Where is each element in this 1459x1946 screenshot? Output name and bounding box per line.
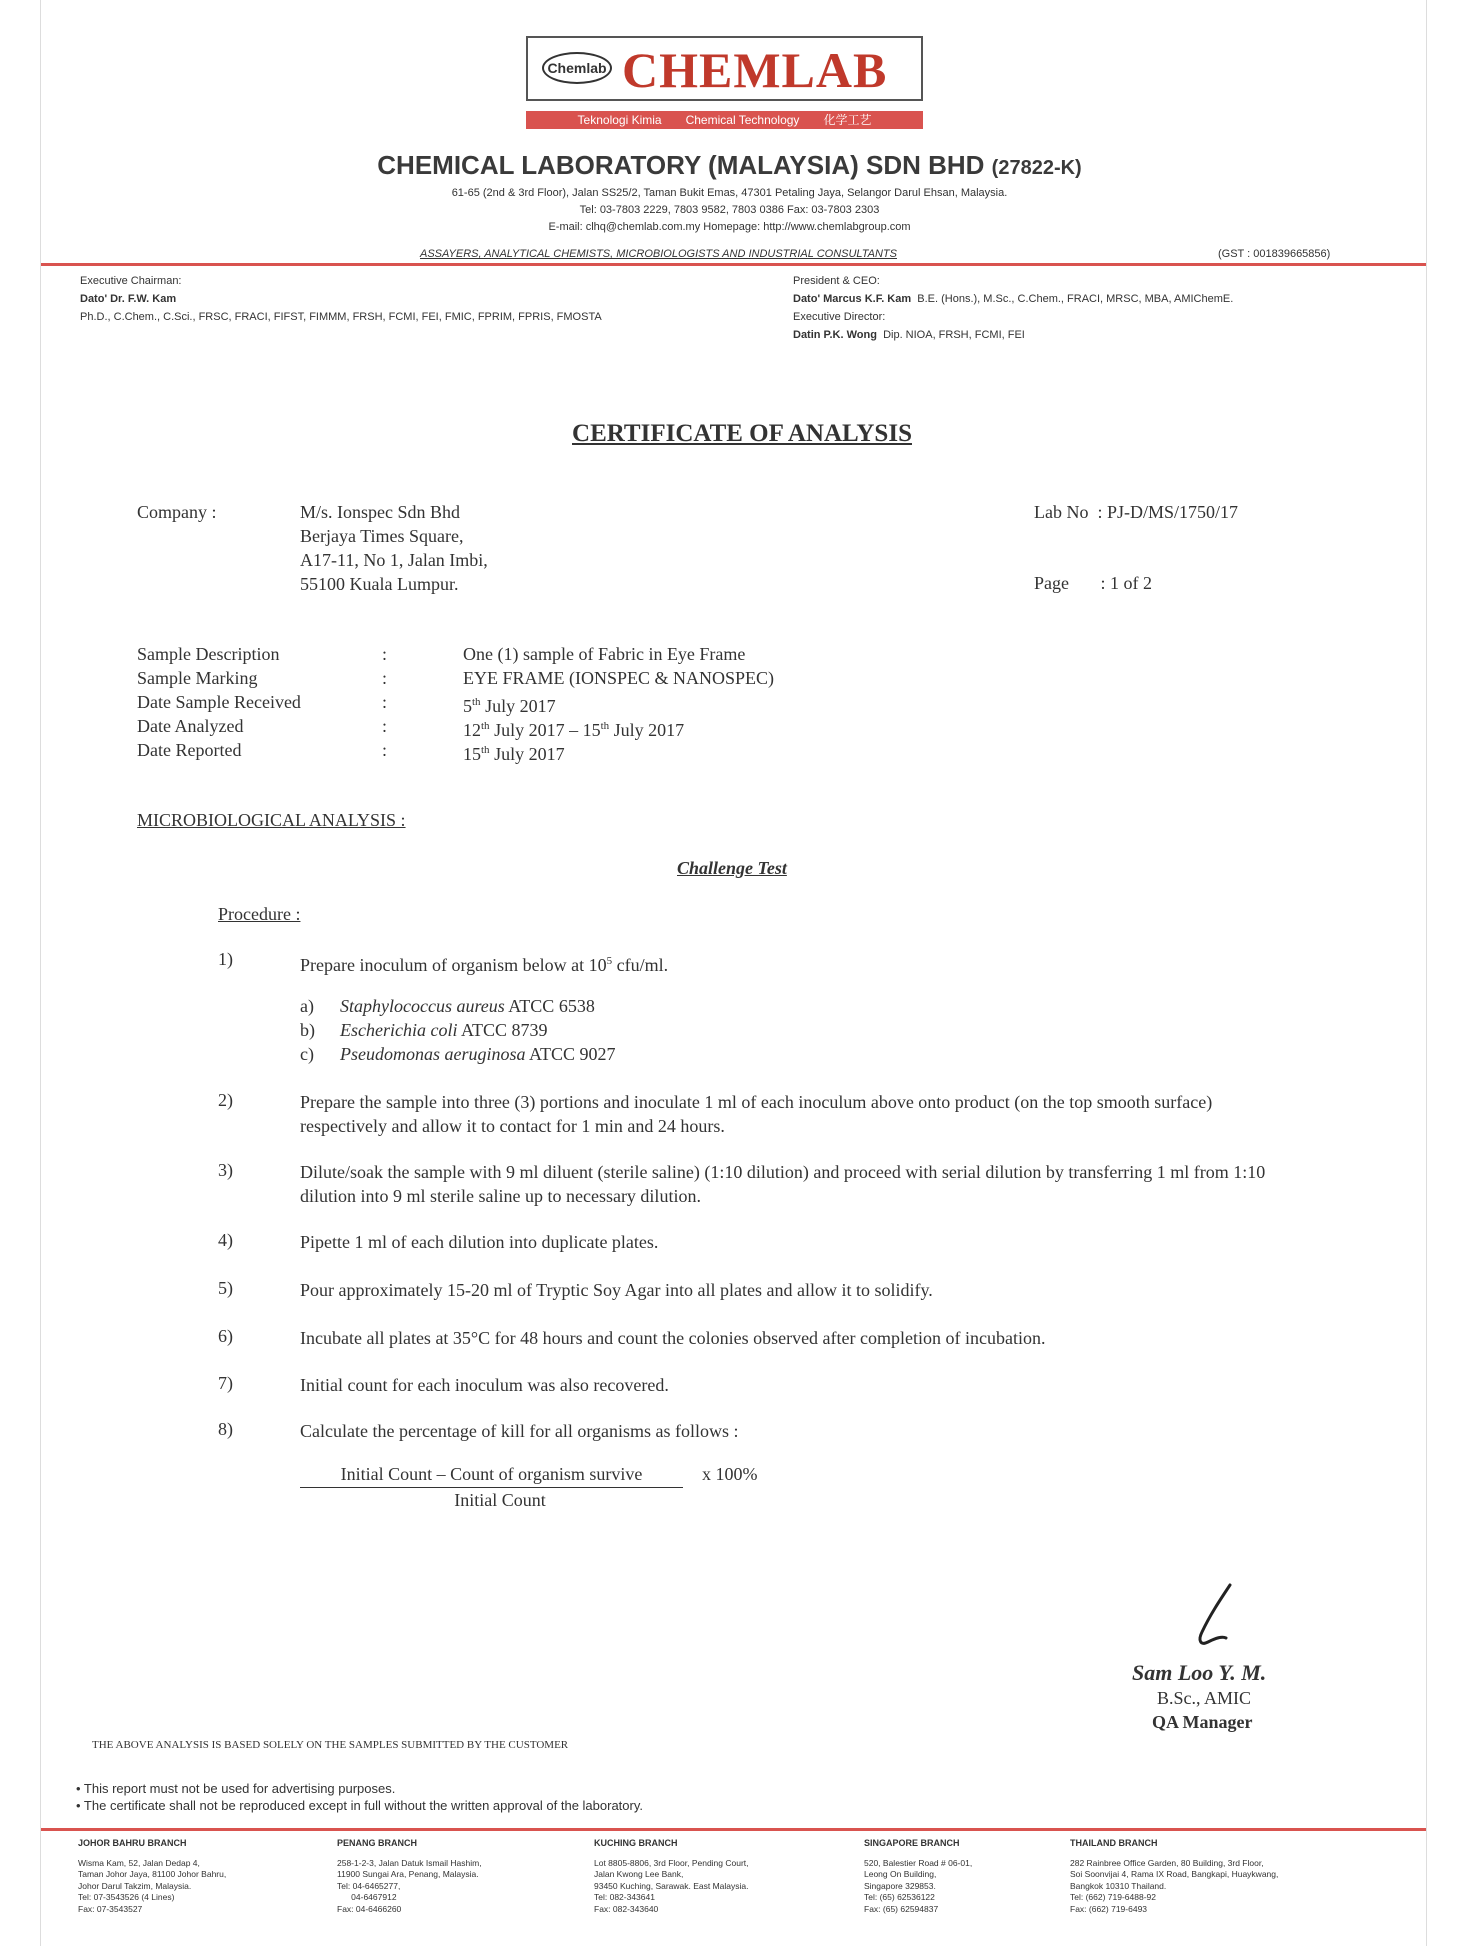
sample-info-labels: [137, 642, 301, 762]
sample-description-value: One (1) sample of Fabric in Eye Frame: [463, 644, 746, 664]
branch-line: 282 Rainbree Office Garden, 80 Building, 3rd Floor,: [1070, 1857, 1264, 1868]
step-number: 5): [218, 1278, 233, 1298]
branch-line: Taman Johor Jaya, 81100 Johor Bahru,: [78, 1869, 227, 1879]
company-address-line: M/s. Ionspec Sdn Bhd: [300, 502, 461, 522]
branch-line: Tel: 082-343641: [594, 1892, 655, 1902]
colon: :: [382, 692, 388, 712]
branch-name: SINGAPORE BRANCH: [864, 1838, 960, 1848]
procedure-heading: Procedure :: [218, 904, 301, 924]
formula-numerator: Initial Count – Count of organism survive: [300, 1464, 683, 1488]
sample-info-label: Date Analyzed: [137, 716, 244, 736]
branch-line: Bangkok 10310 Thailand.: [1070, 1880, 1167, 1891]
section-heading: MICROBIOLOGICAL ANALYSIS :: [137, 810, 406, 830]
lab-no-value: : PJ-D/MS/1750/17: [1097, 502, 1239, 522]
branch-name: PENANG BRANCH: [337, 1838, 418, 1848]
strip-item: Chemical Technology: [685, 113, 800, 127]
signatory-title: QA Manager: [1152, 1712, 1253, 1732]
step-number: 6): [218, 1326, 233, 1346]
officer-name: Dato' Dr. F.W. Kam: [80, 293, 177, 305]
email-line: E-mail: clhq@chemlab.com.my Homepage: http://www.chemlabgroup.com: [548, 221, 911, 233]
step-number: 4): [218, 1230, 233, 1250]
branch-name: THAILAND BRANCH: [1070, 1838, 1158, 1848]
branch-penang: [337, 1838, 557, 1915]
branch-line: Jalan Kwong Lee Bank,: [594, 1869, 684, 1879]
sample-info-label: Sample Marking: [137, 668, 258, 688]
officer-name: Dato' Marcus K.F. Kam: [793, 293, 912, 305]
company-name: [0, 150, 1459, 181]
date-analyzed-value: 12th July 2017 – 15th July 2017: [463, 720, 685, 740]
branch-line: 93450 Kuching, Sarawak. East Malaysia.: [594, 1880, 749, 1891]
strip-item: Teknologi Kimia: [577, 113, 662, 127]
logo-strip: [526, 111, 923, 129]
footer-notes: [76, 1780, 643, 1814]
branch-thailand: [1070, 1838, 1290, 1915]
officer-quals: B.E. (Hons.), M.Sc., C.Chem., FRACI, MRSC, MBA, AMIChemE.: [917, 293, 1234, 305]
header-divider: [41, 263, 1426, 266]
sample-info-label: Date Sample Received: [137, 692, 301, 712]
officer-role: Executive Director:: [793, 311, 886, 323]
officer-quals: Ph.D., C.Chem., C.Sci., FRSC, FRACI, FIFST, FIMMM, FRSH, FCMI, FEI, FMIC, FPRIM, FPRIS, FMOSTA: [80, 311, 602, 323]
officer-name: Datin P.K. Wong: [793, 329, 877, 341]
branch-singapore: [864, 1838, 1084, 1915]
step-number: 1): [218, 949, 233, 969]
step-text: Initial count for each inoculum was also recovered.: [300, 1375, 669, 1395]
signatory-name: Sam Loo Y. M.: [1132, 1660, 1267, 1685]
branch-line: Tel: (65) 62536122: [864, 1892, 935, 1902]
ceo-director-block: [793, 272, 1233, 344]
step-text: Pour approximately 15-20 ml of Tryptic Soy Agar into all plates and allow it to solidify.: [300, 1280, 933, 1300]
footer-note: • The certificate shall not be reproduced except in full without the written approval of the laboratory.: [76, 1798, 643, 1813]
colon: :: [382, 716, 388, 736]
branch-line: 04-6467912: [337, 1892, 397, 1902]
formula-denominator: Initial Count: [454, 1490, 546, 1510]
company-address-line: 55100 Kuala Lumpur.: [300, 574, 459, 594]
formula-multiplier: x 100%: [702, 1464, 758, 1484]
step-text: Prepare inoculum of organism below at $10^5$ cfu/ml.: [300, 955, 669, 975]
step-text: Calculate the percentage of kill for all organisms as follows :: [300, 1421, 739, 1441]
logo-badge: Chemlab: [542, 52, 612, 84]
company-address: [300, 500, 488, 596]
phone-line: Tel: 03-7803 2229, 7803 9582, 7803 0386 Fax: 03-7803 2303: [579, 204, 880, 216]
address-line: 61-65 (2nd & 3rd Floor), Jalan SS25/2, Taman Bukit Emas, 47301 Petaling Jaya, Selangor Darul Ehsan, Malaysia.: [451, 187, 1008, 199]
date-received-value: 5th July 2017: [463, 696, 556, 716]
page-no-value: : 1 of 2: [1100, 573, 1152, 593]
branch-line: Wisma Kam, 52, Jalan Dedap 4,: [78, 1857, 200, 1868]
sample-info-values: [463, 642, 774, 762]
step-text: Prepare the sample into three (3) portions and inoculate 1 ml of each inoculum above onto product (on the top smooth surface) respectively and allow it to contact for 1 min and 24 hours.: [300, 1092, 1213, 1136]
page-edge-right: [1426, 0, 1427, 1946]
step-number: 3): [218, 1160, 233, 1180]
officer-role: President & CEO:: [793, 275, 880, 287]
branch-line: Tel: 07-3543526 (4 Lines): [78, 1892, 175, 1902]
company-logo: [526, 36, 923, 101]
sub-heading: Challenge Test: [677, 858, 787, 878]
lab-number: [1034, 500, 1238, 524]
lab-no-label: Lab No: [1034, 502, 1089, 522]
branch-line: Tel: (662) 719-6488-92: [1070, 1892, 1157, 1902]
colon: :: [382, 668, 388, 688]
logo-wordmark: CHEMLAB: [622, 42, 888, 98]
page-no-label: Page: [1034, 573, 1069, 593]
document-title: CERTIFICATE OF ANALYSIS: [572, 420, 912, 447]
colon: :: [382, 740, 388, 760]
tagline: ASSAYERS, ANALYTICAL CHEMISTS, MICROBIOLOGISTS AND INDUSTRIAL CONSULTANTS: [420, 248, 897, 260]
company-label: Company :: [137, 502, 217, 522]
page-number: [1034, 571, 1152, 595]
branch-johor-bahru: [78, 1838, 298, 1915]
branch-line: 11900 Sungai Ara, Penang, Malaysia.: [337, 1869, 479, 1879]
branch-kuching: [594, 1838, 814, 1915]
organism-list: [300, 994, 616, 1066]
company-name-text: CHEMICAL LABORATORY (MALAYSIA) SDN BHD: [377, 150, 985, 180]
company-address-line: Berjaya Times Square,: [300, 526, 464, 546]
signature-mark: [1180, 1580, 1250, 1650]
branch-line: Singapore 329853.: [864, 1880, 936, 1891]
step-text: Incubate all plates at 35°C for 48 hours and count the colonies observed after completion of incubation.: [300, 1328, 1046, 1348]
branch-line: 520, Balestier Road # 06-01,: [864, 1857, 973, 1868]
branch-name: JOHOR BAHRU BRANCH: [78, 1838, 187, 1848]
footer-divider: [41, 1828, 1426, 1831]
sample-info-label: Sample Description: [137, 644, 280, 664]
branch-line: Soi Soonvijai 4, Rama IX Road, Bangkapi, Huaykwang,: [1070, 1869, 1279, 1879]
executive-chairman-block: [80, 272, 602, 326]
step-number: 2): [218, 1090, 233, 1110]
organism-item: c) Pseudomonas aeruginosa ATCC 9027: [300, 1044, 616, 1064]
branch-line: Johor Darul Takzim, Malaysia.: [78, 1880, 192, 1891]
branch-line: Lot 8805-8806, 3rd Floor, Pending Court,: [594, 1857, 749, 1868]
colon: :: [382, 644, 388, 664]
step-number: 8): [218, 1419, 233, 1439]
signatory-degree: B.Sc., AMIC: [1157, 1688, 1252, 1708]
company-address-line: A17-11, No 1, Jalan Imbi,: [300, 550, 488, 570]
sample-info-colons: [382, 642, 387, 762]
branch-line: 258-1-2-3, Jalan Datuk Ismail Hashim,: [337, 1857, 482, 1868]
branch-line: Leong On Building,: [864, 1869, 937, 1879]
page-edge-left: [40, 0, 41, 1946]
sample-marking-value: EYE FRAME (IONSPEC & NANOSPEC): [463, 668, 775, 688]
organism-item: a) Staphylococcus aureus ATCC 6538: [300, 996, 595, 1016]
branch-name: KUCHING BRANCH: [594, 1838, 678, 1848]
footer-note: • This report must not be used for advertising purposes.: [76, 1781, 396, 1796]
step-text: Dilute/soak the sample with 9 ml diluent (sterile saline) (1:10 dilution) and proceed with serial dilution by transferring 1 ml from 1:10 dilution into 9 ml sterile saline up to necessary dilution.: [300, 1162, 1266, 1206]
company-reg: (27822-K): [991, 157, 1082, 179]
branch-line: Fax: (65) 62594837: [864, 1903, 939, 1914]
officer-quals: Dip. NIOA, FRSH, FCMI, FEI: [883, 329, 1025, 341]
branch-line: Fax: (662) 719-6493: [1070, 1903, 1148, 1914]
strip-item: 化学工艺: [823, 113, 872, 127]
branch-line: Tel: 04-6465277,: [337, 1880, 401, 1891]
branch-line: Fax: 082-343640: [594, 1903, 659, 1914]
branch-line: Fax: 07-3543527: [78, 1903, 143, 1914]
date-reported-value: 15th July 2017: [463, 744, 565, 764]
disclaimer: THE ABOVE ANALYSIS IS BASED SOLELY ON THE SAMPLES SUBMITTED BY THE CUSTOMER: [92, 1739, 569, 1751]
organism-item: b) Escherichia coli ATCC 8739: [300, 1020, 548, 1040]
step-number: 7): [218, 1373, 233, 1393]
branch-line: Fax: 04-6466260: [337, 1903, 402, 1914]
step-text: Pipette 1 ml of each dilution into duplicate plates.: [300, 1232, 659, 1252]
gst-number: (GST : 001839665856): [1218, 248, 1331, 260]
sample-info-label: Date Reported: [137, 740, 242, 760]
officer-role: Executive Chairman:: [80, 275, 182, 287]
